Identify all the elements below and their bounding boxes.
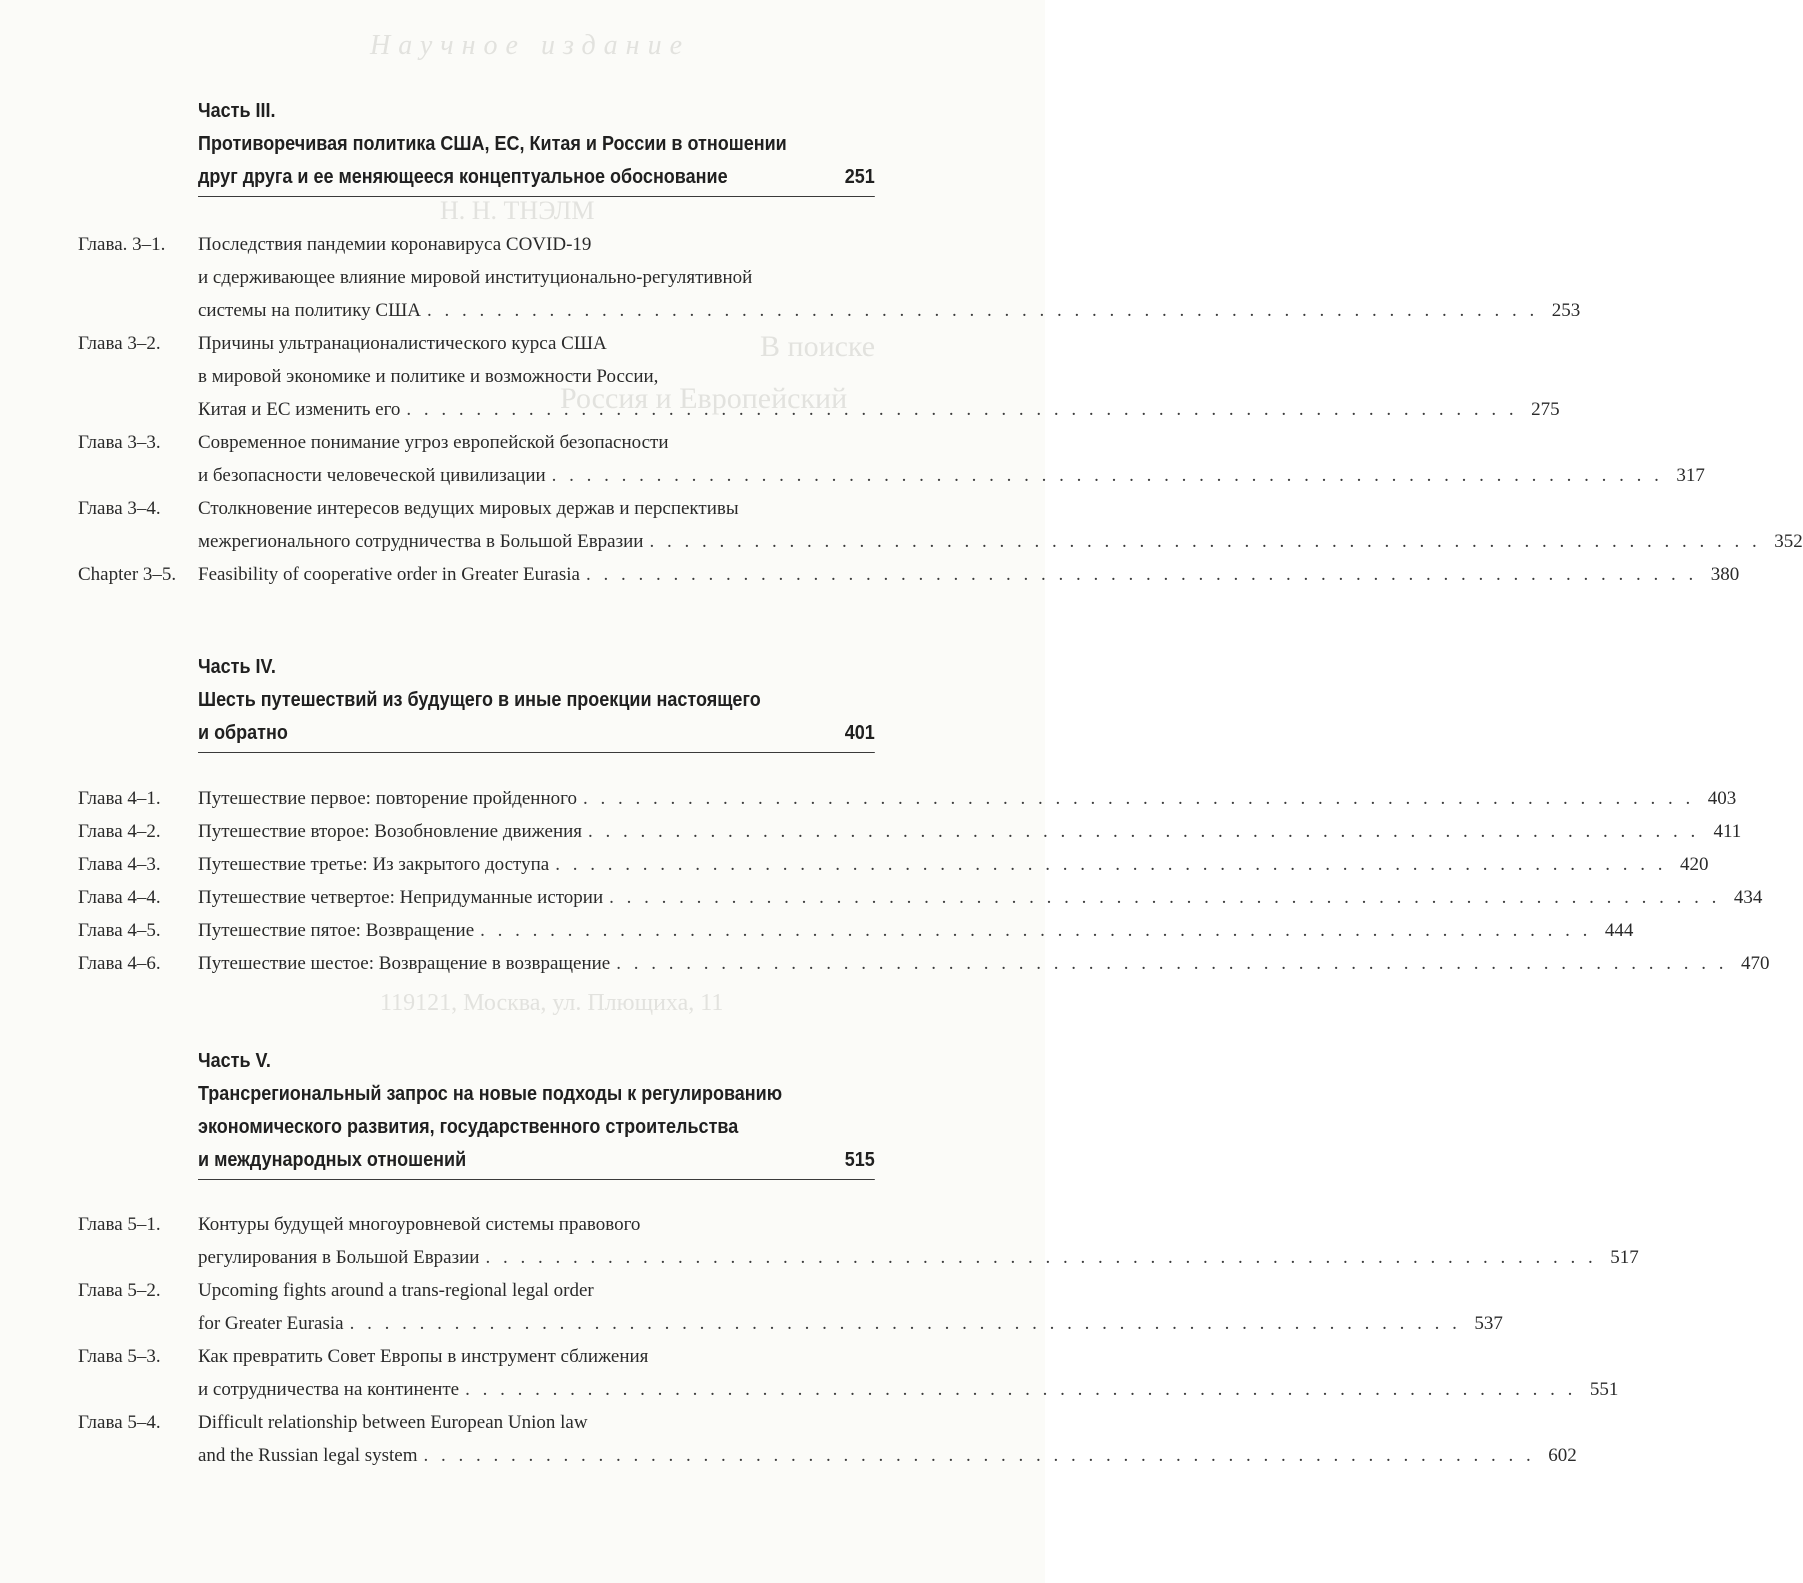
part-title-line: Шесть путешествий из будущего в иные проекции настоящего: [198, 689, 761, 711]
chapter-number: Глава 3–4.: [78, 498, 161, 519]
leader-dots: [552, 459, 1663, 492]
chapter-title-line: Путешествие второе: Возобновление движения: [198, 821, 583, 842]
part-title-line: Трансрегиональный запрос на новые подходы к регулированию: [198, 1083, 783, 1105]
page-number: 275: [1531, 399, 1560, 420]
toc-entry[interactable]: [78, 947, 1770, 980]
part-title-line: экономического развития, государственного строительства: [198, 1116, 739, 1138]
chapter-number: Глава 3–2.: [78, 333, 161, 354]
chapter-title-line: Feasibility of cooperative order in Greater Eurasia: [198, 564, 580, 585]
chapter-title-line: Как превратить Совет Европы в инструмент сближения: [198, 1346, 649, 1367]
toc-entry[interactable]: [78, 492, 1803, 558]
chapter-title-line: Причины ультранационалистического курса США: [198, 333, 607, 354]
part-title-line: и международных отношений: [198, 1149, 467, 1171]
chapter-title-line: Путешествие четвертое: Непридуманные истории: [198, 887, 604, 908]
page-number: 352: [1774, 531, 1803, 552]
chapter-number: Глава 4–5.: [78, 920, 161, 941]
page-number: 517: [1610, 1247, 1639, 1268]
toc-entry[interactable]: [78, 426, 1705, 492]
chapter-title-line: в мировой экономике и политике и возможности России,: [198, 366, 659, 387]
chapter-number: Глава 5–3.: [78, 1346, 161, 1367]
chapter-title-line: Китая и ЕС изменить его: [198, 399, 401, 420]
leader-dots: [586, 558, 1697, 591]
page-number: 602: [1548, 1445, 1577, 1466]
chapter-title-line: Путешествие третье: Из закрытого доступа: [198, 854, 550, 875]
page-number: 434: [1733, 887, 1763, 908]
chapter-title-line: Upcoming fights around a trans-regional legal order: [198, 1280, 594, 1301]
chapter-title-line: и сдерживающее влияние мировой институционально-регулятивной: [198, 267, 753, 288]
page-number: 380: [1710, 564, 1740, 585]
part-page-number: 251: [844, 166, 875, 188]
chapter-list-part-3: [78, 228, 1803, 591]
page-number: 403: [1707, 788, 1737, 809]
leader-dots: [485, 1241, 1596, 1274]
leader-dots: [424, 1439, 1535, 1472]
chapter-title-line: and the Russian legal system: [198, 1445, 418, 1466]
toc-entry[interactable]: [78, 815, 1742, 848]
toc-entry[interactable]: [78, 327, 1560, 426]
leader-dots: [588, 815, 1699, 848]
chapter-title-line: Путешествие пятое: Возвращение: [198, 920, 475, 941]
chapter-title-line: межрегионального сотрудничества в Большой Евразии: [198, 531, 644, 552]
page-number: 537: [1474, 1313, 1503, 1334]
toc-entry[interactable]: [78, 848, 1709, 881]
leader-dots: [583, 782, 1694, 815]
part-heading-4: [198, 650, 875, 753]
part-label: Часть III.: [198, 100, 276, 122]
toc-entry[interactable]: [78, 228, 1581, 327]
chapter-title-line: Путешествие шестое: Возвращение в возвращение: [198, 953, 611, 974]
leader-dots: [609, 881, 1720, 914]
toc-entry[interactable]: [78, 1340, 1619, 1406]
toc-entry[interactable]: [78, 1208, 1639, 1274]
part-title-last: [198, 161, 875, 197]
show-through-text: Н. Н. ТНЭЛМ: [440, 196, 595, 225]
chapter-title-line: Столкновение интересов ведущих мировых держав и перспективы: [198, 498, 739, 519]
chapter-number: Глава 3–3.: [78, 432, 161, 453]
chapter-title-line: системы на политику США: [198, 300, 421, 321]
chapter-title-line: и безопасности человеческой цивилизации: [198, 465, 546, 486]
page-number: 551: [1589, 1379, 1619, 1400]
part-page-number: 515: [844, 1149, 875, 1171]
chapter-title-line: Современное понимание угроз европейской безопасности: [198, 432, 669, 453]
page-number: 411: [1713, 821, 1742, 842]
leader-dots: [350, 1307, 1461, 1340]
chapter-number: Глава 4–4.: [78, 887, 161, 908]
show-through-text: В поиске: [760, 330, 876, 363]
show-through-text: Россия и Европейский: [560, 382, 848, 415]
leader-dots: [427, 294, 1538, 327]
chapter-number: Глава. 3–1.: [78, 234, 166, 255]
chapter-title-line: регулирования в Большой Евразии: [198, 1247, 480, 1268]
chapter-title-line: Путешествие первое: повторение пройденного: [198, 788, 577, 809]
part-heading-5: [198, 1044, 875, 1180]
part-title-line: и обратно: [198, 722, 288, 744]
part-heading-3: [198, 94, 875, 197]
chapter-list-part-5: [78, 1208, 1639, 1472]
chapter-number: Глава 4–6.: [78, 953, 161, 974]
show-through-text: Научное издание: [370, 30, 690, 61]
chapter-title-line: Последствия пандемии коронавируса COVID-19: [198, 234, 592, 255]
toc-entry[interactable]: [78, 881, 1763, 914]
chapter-number: Глава 4–3.: [78, 854, 161, 875]
leader-dots: [480, 914, 1591, 947]
leader-dots: [406, 393, 1517, 426]
chapter-number: Глава 4–1.: [78, 788, 161, 809]
page-number: 317: [1676, 465, 1705, 486]
leader-dots: [649, 525, 1760, 558]
part-title-last: [198, 717, 875, 753]
toc-entry[interactable]: [78, 782, 1737, 815]
chapter-number: Chapter 3–5.: [78, 564, 177, 585]
toc-entry[interactable]: [78, 1406, 1577, 1472]
part-title-line: друг друга и ее меняющееся концептуальное обоснование: [198, 166, 728, 188]
chapter-number: Глава 5–1.: [78, 1214, 161, 1235]
part-title-line: Противоречивая политика США, ЕС, Китая и России в отношении: [198, 133, 787, 155]
toc-entry[interactable]: [78, 914, 1634, 947]
chapter-title-line: Difficult relationship between European Union law: [198, 1412, 588, 1433]
show-through-text: 119121, Москва, ул. Плющиха, 11: [380, 990, 724, 1016]
toc-entry[interactable]: [78, 558, 1740, 591]
part-label: Часть V.: [198, 1050, 271, 1072]
chapter-title-line: for Greater Eurasia: [198, 1313, 344, 1334]
chapter-number: Глава 5–4.: [78, 1412, 161, 1433]
page-number: 420: [1679, 854, 1709, 875]
chapter-title-line: Контуры будущей многоуровневой системы правового: [198, 1214, 641, 1235]
part-title-last: [198, 1144, 875, 1180]
toc-entry[interactable]: [78, 1274, 1503, 1340]
leader-dots: [465, 1373, 1576, 1406]
chapter-list-part-4: [78, 782, 1770, 980]
page-number: 253: [1551, 300, 1581, 321]
page-number: 470: [1741, 953, 1770, 974]
chapter-number: Глава 5–2.: [78, 1280, 161, 1301]
leader-dots: [555, 848, 1666, 881]
page-number: 444: [1604, 920, 1634, 941]
chapter-title-line: и сотрудничества на континенте: [198, 1379, 460, 1400]
leader-dots: [616, 947, 1727, 980]
part-page-number: 401: [844, 722, 875, 744]
part-label: Часть IV.: [198, 656, 276, 678]
chapter-number: Глава 4–2.: [78, 821, 161, 842]
